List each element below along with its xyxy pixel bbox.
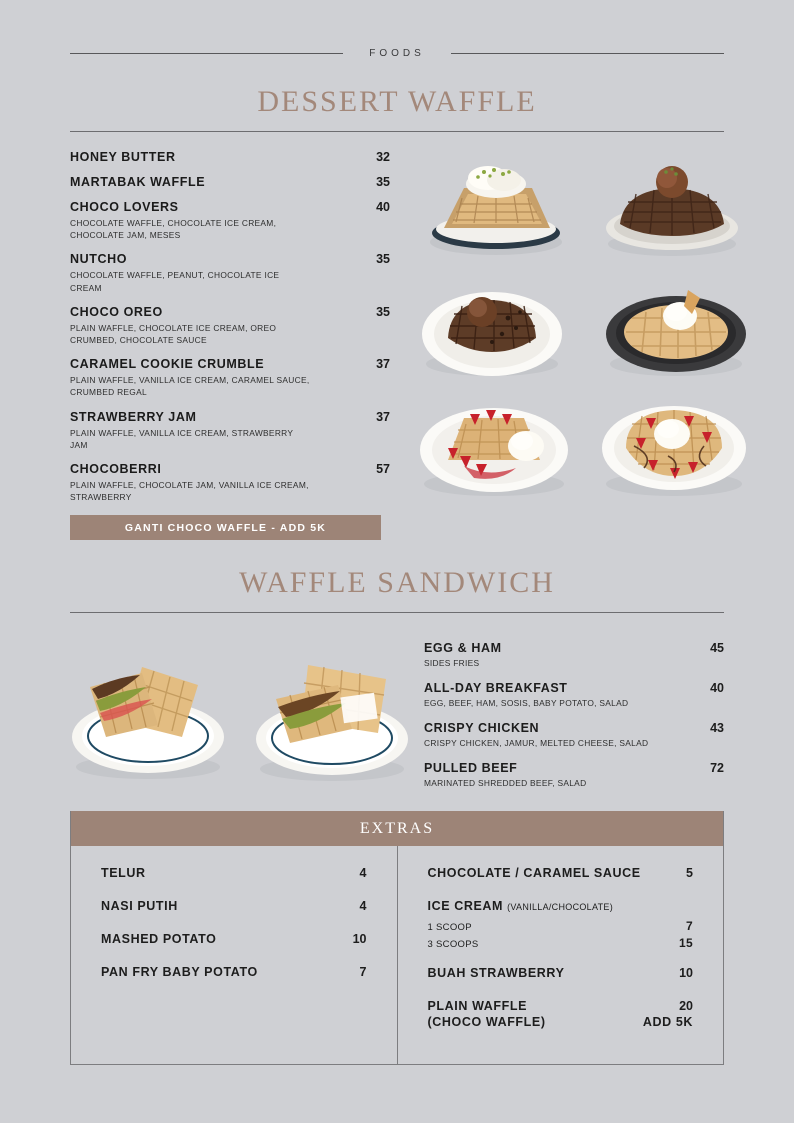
- extras-row: [428, 1015, 694, 1029]
- item-name: CRISPY CHICKEN: [424, 721, 540, 736]
- item-price: 32: [376, 150, 390, 164]
- item-name: HONEY BUTTER: [70, 150, 176, 164]
- item-name: NUTCHO: [70, 252, 128, 267]
- item-price: 37: [376, 409, 390, 424]
- foods-header: [70, 0, 724, 59]
- sandwich-photos: [70, 629, 418, 789]
- dessert-menu-list: [70, 150, 390, 540]
- sandwich-menu-list: [418, 629, 724, 801]
- item-description: CHOCOLATE WAFFLE, PEANUT, CHOCOLATE ICE CREAM: [70, 270, 280, 293]
- extras-price: 7: [359, 965, 367, 980]
- extras-subrow: [428, 936, 694, 950]
- extras-row: [101, 932, 367, 946]
- waffle-photo-chocoberri: [584, 386, 764, 504]
- extras-sub-name: 3 SCOOPS: [427, 939, 479, 951]
- item-name: MARTABAK WAFFLE: [70, 175, 206, 189]
- item-name: CHOCO LOVERS: [70, 200, 179, 214]
- item-price: 37: [376, 357, 390, 372]
- menu-item: [424, 641, 724, 668]
- extras-sub-price: 15: [679, 936, 693, 951]
- menu-item: [70, 150, 390, 164]
- item-description: CRISPY CHICKEN, JAMUR, MELTED CHEESE, SALAD: [424, 738, 649, 749]
- extras-price: 4: [359, 899, 367, 914]
- item-name: CARAMEL COOKIE CRUMBLE: [70, 357, 265, 372]
- extras-section: [70, 811, 724, 1065]
- waffle-photo-strawberry-jam: [404, 386, 584, 504]
- item-price: 35: [376, 304, 390, 319]
- header-rule-right: [451, 53, 724, 54]
- extras-name: MASHED POTATO: [101, 932, 217, 947]
- sandwich-section-rule: [70, 612, 724, 613]
- extras-name: PAN FRY BABY POTATO: [101, 965, 258, 980]
- menu-item: [70, 200, 390, 241]
- menu-item: [70, 357, 390, 398]
- menu-item: [70, 462, 390, 503]
- extras-price: 20: [679, 999, 693, 1014]
- waffle-photo-caramel-cookie: [584, 268, 764, 386]
- extras-row: [428, 966, 694, 980]
- dessert-section-title: DESSERT WAFFLE: [257, 85, 537, 118]
- menu-item: [424, 681, 724, 708]
- item-name: EGG & HAM: [424, 641, 502, 656]
- extras-price: 10: [352, 932, 367, 947]
- item-price: 40: [376, 200, 390, 214]
- dessert-block: [70, 150, 724, 540]
- extras-row: [428, 866, 694, 880]
- extras-price: 4: [359, 866, 367, 881]
- menu-item: [424, 721, 724, 748]
- item-description: CHOCOLATE WAFFLE, CHOCOLATE ICE CREAM, CHOCOLATE JAM, MESES: [70, 218, 277, 241]
- item-price: 43: [710, 721, 724, 736]
- item-name: ALL-DAY BREAKFAST: [424, 681, 568, 696]
- extras-price: 10: [679, 966, 693, 981]
- promo-banner: GANTI CHOCO WAFFLE - ADD 5K: [70, 515, 381, 540]
- extras-right-column: [398, 846, 724, 1064]
- extras-sub-price: 7: [686, 919, 693, 934]
- extras-row: [428, 999, 694, 1013]
- item-name: CHOCO OREO: [70, 304, 163, 319]
- item-price: 45: [710, 641, 724, 656]
- extras-ice-cream-group: [428, 899, 694, 950]
- item-description: PLAIN WAFFLE, CHOCOLATE JAM, VANILLA ICE CREAM, STRAWBERRY: [70, 479, 309, 503]
- item-name: PULLED BEEF: [424, 761, 518, 776]
- waffle-photo-choco-oreo: [404, 268, 584, 386]
- extras-price: 5: [686, 866, 693, 881]
- extras-name: BUAH STRAWBERRY: [427, 966, 565, 981]
- extras-name: TELUR: [101, 866, 146, 881]
- dessert-section-rule: [70, 131, 724, 132]
- extras-price: ADD 5K: [642, 1015, 693, 1030]
- extras-row: [101, 899, 367, 913]
- item-price: 40: [710, 681, 724, 696]
- item-name: CHOCOBERRI: [70, 461, 162, 476]
- extras-name: (CHOCO WAFFLE): [427, 1015, 546, 1030]
- menu-item: [70, 252, 390, 293]
- item-price: 35: [376, 252, 390, 267]
- extras-sub-name: 1 SCOOP: [427, 922, 472, 934]
- dessert-photo-grid: [390, 150, 764, 540]
- extras-name: [428, 899, 694, 913]
- extras-row: [101, 965, 367, 979]
- item-description: SIDES FRIES: [424, 658, 480, 669]
- extras-left-column: [71, 846, 398, 1064]
- menu-item: [70, 305, 390, 346]
- item-description: PLAIN WAFFLE, VANILLA ICE CREAM, CARAMEL SAUCE, CRUMBED REGAL: [70, 375, 310, 398]
- item-description: EGG, BEEF, HAM, SOSIS, BABY POTATO, SALAD: [424, 698, 629, 709]
- sandwich-section-title: WAFFLE SANDWICH: [239, 566, 555, 600]
- waffle-photo-honey-butter: [404, 150, 584, 268]
- extras-title: EXTRAS: [71, 811, 723, 846]
- menu-item: [424, 761, 724, 788]
- foods-label: FOODS: [369, 48, 425, 59]
- extras-subrow: [428, 919, 694, 933]
- extras-row: [101, 866, 367, 880]
- waffle-photo-choco-lovers: [584, 150, 764, 268]
- extras-name: NASI PUTIH: [101, 899, 178, 914]
- item-description: PLAIN WAFFLE, VANILLA ICE CREAM, STRAWBERRY JAM: [70, 427, 294, 450]
- extras-name: CHOCOLATE / CARAMEL SAUCE: [427, 866, 641, 881]
- item-description: MARINATED SHREDDED BEEF, SALAD: [424, 778, 587, 789]
- header-rule-left: [70, 53, 343, 54]
- extras-name: PLAIN WAFFLE: [427, 999, 528, 1014]
- item-price: 35: [376, 175, 390, 189]
- item-price: 57: [376, 461, 390, 476]
- item-name: STRAWBERRY JAM: [70, 409, 197, 424]
- item-price: 72: [710, 761, 724, 776]
- menu-item: [70, 410, 390, 451]
- menu-item: [70, 175, 390, 189]
- ice-cream-note: (VANILLA/CHOCOLATE): [507, 902, 614, 913]
- sandwich-block: [70, 629, 724, 801]
- ice-cream-label: ICE CREAM: [427, 899, 504, 914]
- item-description: PLAIN WAFFLE, CHOCOLATE ICE CREAM, OREO CRUMBED, CHOCOLATE SAUCE: [70, 322, 277, 345]
